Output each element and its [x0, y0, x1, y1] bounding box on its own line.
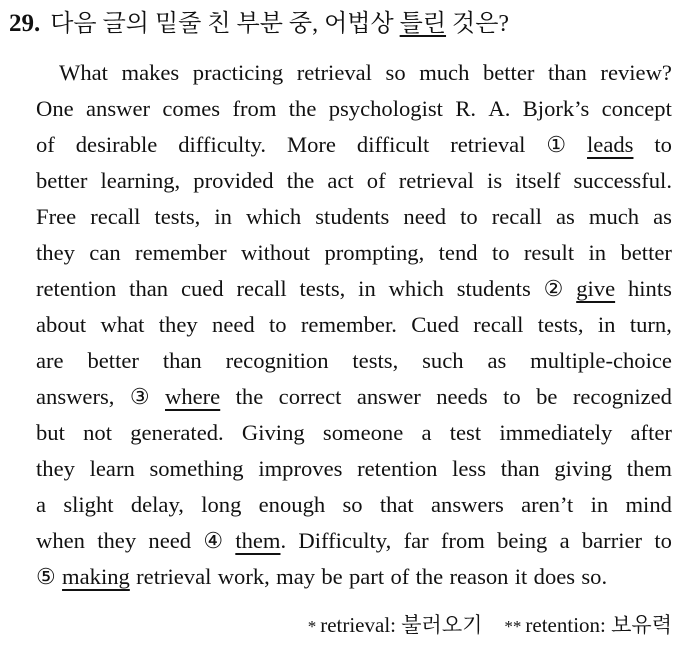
- passage-word: may: [276, 564, 316, 589]
- passage-line: [36, 343, 672, 379]
- passage-word: much: [419, 60, 470, 85]
- passage-word: to: [654, 132, 672, 157]
- passage-word: it: [514, 564, 528, 589]
- passage-word: students: [456, 276, 531, 301]
- underlined-option-word: them.: [235, 528, 287, 553]
- question-header: [9, 4, 681, 44]
- passage-word: when: [36, 528, 85, 553]
- passage-line: [36, 235, 672, 271]
- question-number: 29.: [9, 10, 41, 37]
- passage-word: recall: [491, 204, 542, 229]
- passage-word: what: [100, 312, 145, 337]
- passage-word: barrier: [581, 528, 643, 553]
- footnote-2-term: retention: [525, 613, 601, 637]
- passage-word: need: [148, 528, 192, 553]
- passage-word: learn: [89, 456, 135, 481]
- passage-word: of: [390, 564, 410, 589]
- passage-line: [36, 379, 672, 415]
- passage-word: to: [269, 312, 287, 337]
- passage-word: concept: [601, 96, 672, 121]
- passage-word: without: [241, 240, 311, 265]
- passage-word: retrieval: [450, 132, 526, 157]
- passage-word: retention: [357, 456, 438, 481]
- passage-word: is: [487, 168, 503, 193]
- passage-word: in: [358, 276, 376, 301]
- passage-word: a: [36, 492, 47, 517]
- passage-word: recognition: [225, 348, 329, 373]
- passage-word: provided: [193, 168, 274, 193]
- passage-word: be: [536, 384, 558, 409]
- passage-word: than: [129, 276, 169, 301]
- passage-word: to: [654, 528, 672, 553]
- passage-word: delay,: [130, 492, 184, 517]
- passage-word: of: [366, 168, 386, 193]
- passage-word: the: [288, 96, 317, 121]
- passage-word: tend: [438, 240, 478, 265]
- passage-word: less: [452, 456, 487, 481]
- passage-word: than: [500, 456, 540, 481]
- passage-word: in: [214, 204, 232, 229]
- passage-word: slight: [63, 492, 114, 517]
- passage-word: One: [36, 96, 74, 121]
- passage-word: from: [440, 528, 485, 553]
- passage-word: Difficulty,: [298, 528, 392, 553]
- passage-word: remember.: [300, 312, 397, 337]
- passage-word: they: [36, 240, 75, 265]
- passage-word: multiple-choice: [530, 348, 672, 373]
- passage-word: but: [36, 420, 65, 445]
- passage-word: result: [523, 240, 575, 265]
- passage-word: tests,: [352, 348, 399, 373]
- passage-word: turn,: [629, 312, 672, 337]
- passage-word: practicing: [192, 60, 284, 85]
- passage-word: being: [497, 528, 548, 553]
- option-marker: ③: [129, 384, 150, 409]
- passage-word: remember: [135, 240, 227, 265]
- footnote-1-term: retrieval: [320, 613, 391, 637]
- passage-word: does: [533, 564, 576, 589]
- passage-word: desirable: [75, 132, 158, 157]
- passage-word: prompting,: [324, 240, 425, 265]
- question-stem-end: 것은?: [446, 11, 510, 37]
- passage-word: improves: [258, 456, 343, 481]
- passage-word: need: [403, 204, 447, 229]
- option-marker: ②: [543, 276, 564, 301]
- passage-word: need: [212, 312, 255, 337]
- passage-word: to: [503, 384, 521, 409]
- passage-word: enough: [258, 492, 326, 517]
- passage-line: [36, 415, 672, 451]
- passage-word: recognized: [572, 384, 672, 409]
- passage-word: that: [379, 492, 414, 517]
- passage-line: [36, 91, 672, 127]
- passage-word: about: [36, 312, 87, 337]
- passage-line: [36, 163, 672, 199]
- passage-word: successful.: [573, 168, 672, 193]
- passage-word: which: [245, 204, 302, 229]
- passage-line: [36, 487, 672, 523]
- passage-word: the: [415, 564, 444, 589]
- passage-word: hints: [627, 276, 672, 301]
- option-marker: ①: [546, 132, 567, 157]
- passage-word: the: [235, 384, 264, 409]
- passage-word: reason: [449, 564, 509, 589]
- footnotes: * retrieval: 불러오기 ** retention: 보유력: [307, 613, 672, 637]
- passage-word: they: [97, 528, 137, 553]
- passage-word: work,: [217, 564, 270, 589]
- passage-word: retrieval: [398, 168, 474, 193]
- passage-word: so.: [581, 564, 608, 589]
- passage-word: review?: [600, 60, 672, 85]
- passage-word: recall: [90, 204, 141, 229]
- passage-line: [36, 451, 672, 487]
- passage-word: than: [162, 348, 202, 373]
- passage-word: students: [315, 204, 390, 229]
- passage-word: makes: [121, 60, 180, 85]
- passage-word: better: [620, 240, 672, 265]
- passage-line: [36, 559, 672, 595]
- passage-word: better: [36, 168, 88, 193]
- passage-word: to: [460, 204, 478, 229]
- passage-word: them: [626, 456, 672, 481]
- passage-word: needs: [436, 384, 488, 409]
- passage-word: from: [232, 96, 277, 121]
- passage-word: More: [287, 132, 336, 157]
- passage-word: aren’t: [521, 492, 574, 517]
- passage-word: difficulty.: [178, 132, 267, 157]
- passage: [36, 55, 672, 595]
- passage-word: so: [385, 60, 406, 85]
- passage-word: of: [36, 132, 55, 157]
- passage-word: A.: [488, 96, 511, 121]
- passage-word: mind: [625, 492, 672, 517]
- passage-line: [36, 307, 672, 343]
- passage-word: someone: [322, 420, 404, 445]
- passage-line: [36, 523, 672, 559]
- passage-word: retrieval: [296, 60, 372, 85]
- passage-word: as: [487, 348, 507, 373]
- passage-line: [36, 127, 672, 163]
- passage-word: tests,: [537, 312, 584, 337]
- passage-word: be: [321, 564, 343, 589]
- passage-word: such: [422, 348, 464, 373]
- passage-word: in: [588, 240, 607, 265]
- passage-word: better: [482, 60, 535, 85]
- question-stem: 다음 글의 밑줄 친 부분 중, 어법상: [50, 11, 400, 37]
- underlined-option-word: making: [62, 564, 130, 589]
- underlined-option-word: give: [576, 276, 616, 301]
- passage-word: difficult: [356, 132, 430, 157]
- passage-word: psychologist: [328, 96, 443, 121]
- passage-word: can: [89, 240, 121, 265]
- passage-word: Bjork’s: [522, 96, 590, 121]
- passage-word: R.: [455, 96, 477, 121]
- passage-word: as: [653, 204, 672, 229]
- passage-word: they: [36, 456, 75, 481]
- underlined-option-word: where: [165, 384, 221, 409]
- passage-line: [36, 55, 672, 91]
- passage-word: cued: [180, 276, 224, 301]
- passage-word: after: [630, 420, 672, 445]
- passage-word: than: [547, 60, 587, 85]
- passage-word: a: [559, 528, 570, 553]
- option-marker: ④: [203, 528, 224, 553]
- passage-word: Cued: [411, 312, 459, 337]
- footnote-2-mark: **: [504, 617, 522, 636]
- passage-line: [36, 271, 672, 307]
- passage-word: Free: [36, 204, 77, 229]
- option-marker: ⑤: [36, 564, 56, 589]
- passage-word: answers: [431, 492, 504, 517]
- passage-word: part: [348, 564, 385, 589]
- passage-word: tests,: [154, 204, 201, 229]
- footnote-1-gloss: 불러오기: [401, 613, 483, 637]
- passage-word: immediately: [499, 420, 613, 445]
- underlined-option-word: leads: [587, 132, 634, 157]
- footnote-2-gloss: 보유력: [611, 613, 672, 637]
- passage-word: long: [201, 492, 242, 517]
- footnote-1-mark: *: [307, 617, 317, 636]
- passage-word: Giving: [241, 420, 305, 445]
- question-stem-underlined: 틀린: [399, 11, 447, 37]
- passage-word: act: [327, 168, 354, 193]
- passage-word: so: [342, 492, 363, 517]
- passage-word: giving: [554, 456, 613, 481]
- passage-word: much: [588, 204, 640, 229]
- passage-word: answer: [86, 96, 151, 121]
- passage-word: to: [491, 240, 510, 265]
- passage-word: they: [158, 312, 198, 337]
- passage-word: not: [83, 420, 112, 445]
- passage-word: answers,: [36, 384, 115, 409]
- passage-word: retention: [36, 276, 117, 301]
- passage-word: learning,: [100, 168, 181, 193]
- passage-word: a: [421, 420, 432, 445]
- passage-word: itself: [515, 168, 561, 193]
- passage-word: comes: [162, 96, 221, 121]
- passage-word: recall: [473, 312, 524, 337]
- passage-word: better: [87, 348, 139, 373]
- passage-word: which: [388, 276, 444, 301]
- passage-word: in: [590, 492, 609, 517]
- passage-word: What: [59, 60, 108, 85]
- passage-word: far: [403, 528, 429, 553]
- passage-word: the: [286, 168, 315, 193]
- passage-word: answer: [356, 384, 421, 409]
- passage-word: retrieval: [136, 564, 212, 589]
- passage-word: correct: [278, 384, 342, 409]
- passage-word: generated.: [130, 420, 224, 445]
- passage-word: something: [149, 456, 244, 481]
- passage-word: tests,: [299, 276, 346, 301]
- passage-word: in: [597, 312, 616, 337]
- passage-word: are: [36, 348, 64, 373]
- passage-word: recall: [236, 276, 287, 301]
- passage-word: as: [555, 204, 575, 229]
- passage-line: [36, 199, 672, 235]
- passage-word: test: [449, 420, 482, 445]
